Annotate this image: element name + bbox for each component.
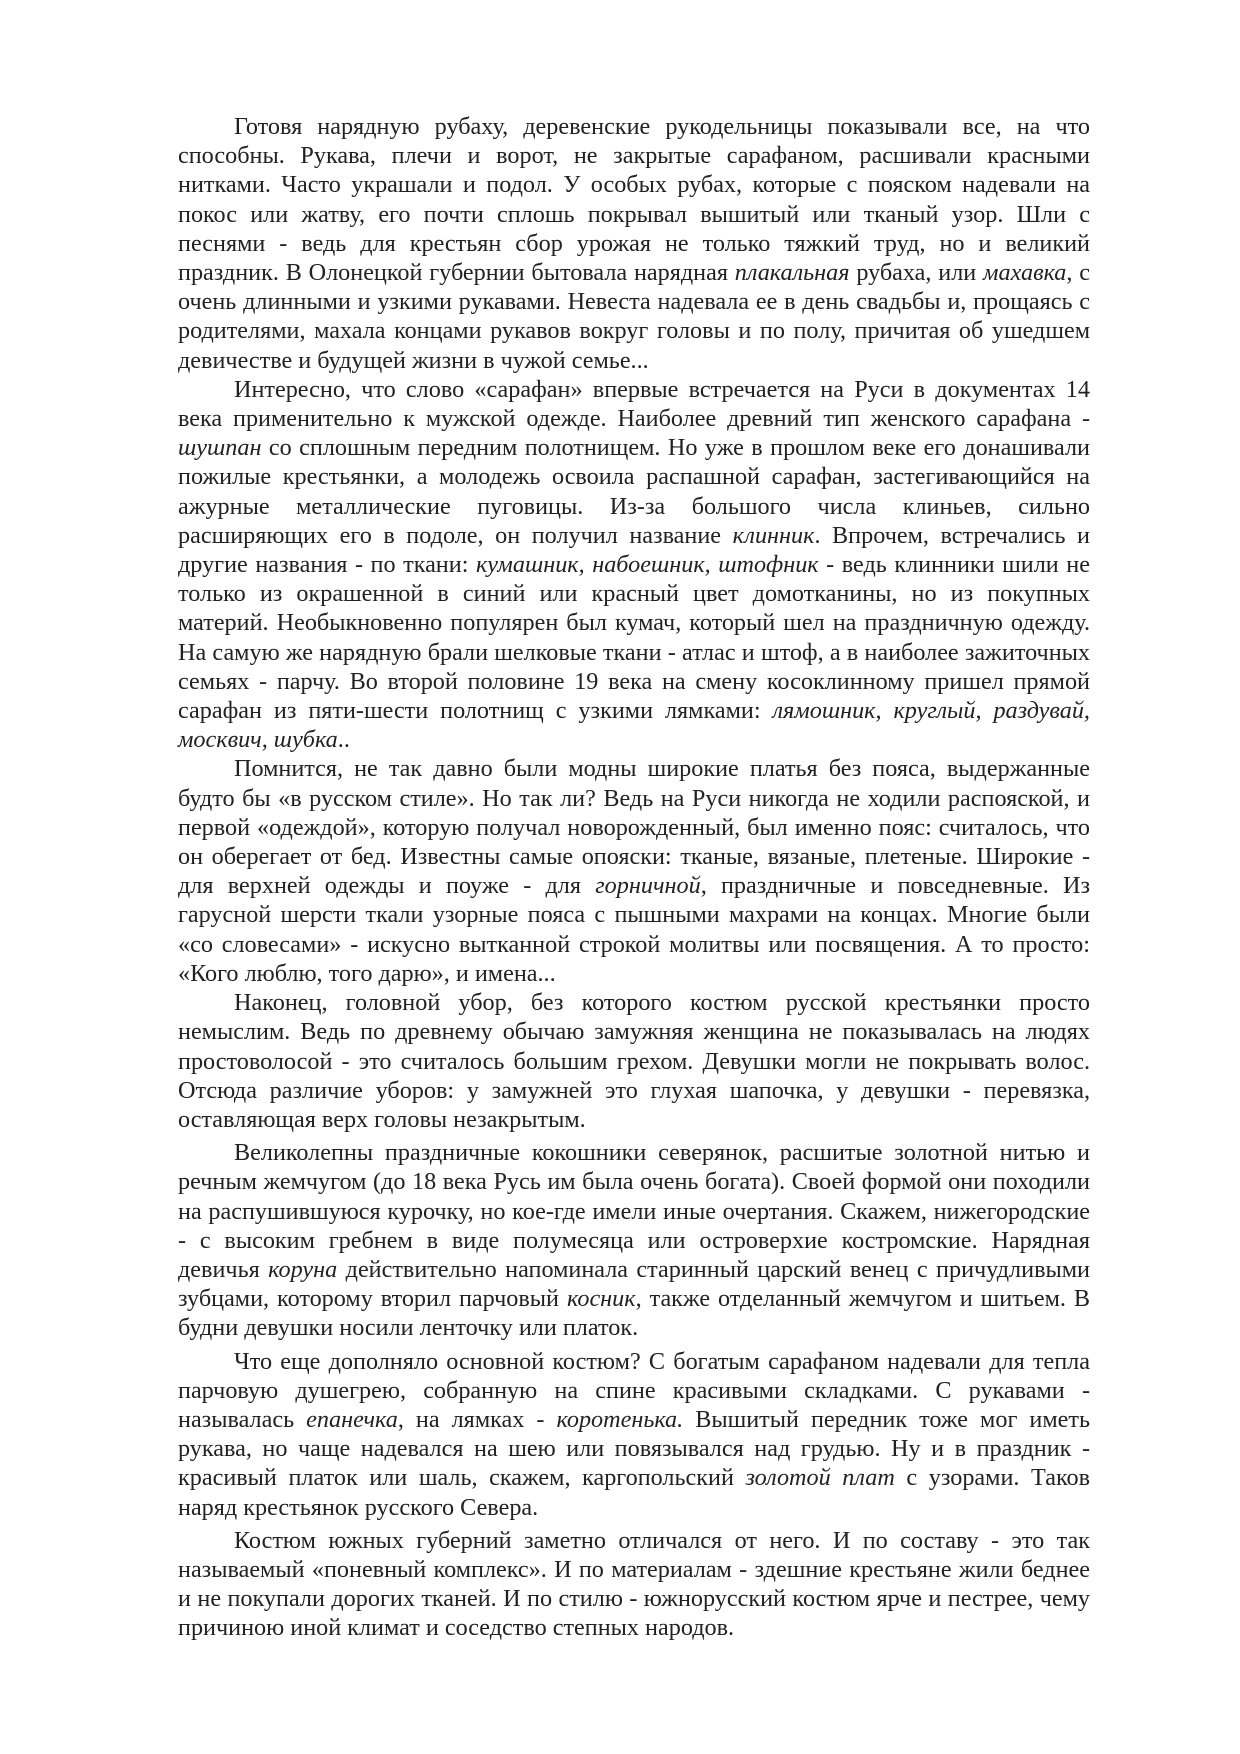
paragraph-text: Костюм южных губерний заметно отличался от него. И по составу - это так называемый «поневный комплекс». И по материалам - здешние крестьяне жили беднее и не покупали дорогих тканей. И по стилю - южнорусский костюм ярче и пестрее, чему причиною иной климат и соседство степных народов. (178, 1526, 1090, 1642)
term-shushpan: шушпан (178, 434, 262, 462)
paragraph-southern-costume (178, 1526, 1090, 1643)
paragraph-text: рубаха, или (849, 259, 984, 287)
paragraph-text: Наконец, головной убор, без которого костюм русской крестьянки просто немыслим. Ведь по древнему обычаю замужняя женщина не показывалась на людях простоволосой - это считалось большим грехом. Девушки могли не покрывать волос. Отсюда различие уборов: у замужней это глухая шапочка, у девушки - перевязка, оставляющая верх головы незакрытым. (178, 989, 1090, 1133)
paragraph-text: , с очень длинными и узкими рукавами. Невеста надевала ее в день свадьбы и, прощаясь с родителями, махала концами рукавов вокруг головы и по полу, причитая об ушедшем девичестве и будущей жизни в чужой семье... (178, 259, 1090, 374)
paragraph-text: , на лямках - (397, 1405, 557, 1433)
paragraph-text: . Впрочем, встречались и другие названия - по ткани: (178, 521, 1090, 579)
document-page (178, 112, 1090, 1643)
term-plakalnaya: плакальная (734, 259, 850, 287)
paragraph-text: , праздничные и повседневные. Из гарусной шерсти ткали узорные пояса с пышными махрами на концах. Многие были «со словесами» - искусно вытканной строкой молитвы или посвящения. А то просто: «Кого люблю, того дарю», и имена... (178, 872, 1091, 987)
paragraph-belts (178, 754, 1090, 988)
paragraph-text: с узорами. Таков наряд крестьянок русского Севера. (178, 1464, 1090, 1521)
term-kosnik: косник (566, 1285, 636, 1313)
paragraph-embroidered-shirt (178, 112, 1090, 375)
term-makhavka: махавка (983, 259, 1067, 287)
paragraph-kokoshniki (178, 1138, 1090, 1342)
paragraph-text: , также отделанный жемчугом и шитьем. В будни девушки носили ленточку или платок. (178, 1285, 1090, 1342)
term-epanechka: епанечка (306, 1405, 398, 1433)
term-fabric-names: кумашник, набоешник, штофник (475, 551, 819, 579)
paragraph-text: Что еще дополняло основной костюм? С богатым сарафаном надевали для тепла парчовую душегрею, собранную на спине красивыми складками. С рукавами - называлась (178, 1347, 1090, 1433)
paragraph-dushegreya (178, 1347, 1090, 1522)
term-sarafan-names: лямошник, круглый, раздувай, москвич, шубка (178, 697, 1090, 754)
paragraph-text: Интересно, что слово «сарафан» впервые встречается на Руси в документах 14 века применительно к мужской одежде. Наиболее древний тип женского сарафана - (178, 375, 1090, 433)
paragraph-sarafan (178, 375, 1090, 755)
paragraph-text: Вышитый передник тоже мог иметь рукава, но чаще надевался на шею или повязывался над грудью. Ну и в праздник - красивый платок или шаль, скажем, каргопольский (178, 1405, 1090, 1492)
paragraph-text: действительно напоминала старинный царский венец с причудливыми зубцами, которому вторил парчовый (178, 1255, 1090, 1313)
term-koruna: коруна (268, 1255, 338, 1283)
term-gornichnoy: горничной (595, 872, 701, 900)
paragraph-text: Готовя нарядную рубаху, деревенские рукодельницы показывали все, на что способны. Рукава, плечи и ворот, не закрытые сарафаном, расшивали красными нитками. Часто украшали и подол. У особых рубах, которые с пояском надевали на покос или жатву, его почти сплошь покрывал вышитый или тканый узор. Шли с песнями - ведь для крестьян сбор урожая не только тяжкий труд, но и великий праздник. В Олонецкой губернии бытовала нарядная (178, 113, 1090, 287)
term-klinnik: клинник (732, 521, 815, 549)
paragraph-text: со сплошным передним полотнищем. Но уже в прошлом веке его донашивали пожилые крестьянки, а молодежь освоила распашной сарафан, застегивающийся на ажурные металлические пуговицы. Из-за большого числа клиньев, сильно расширяющих его в подоле, он получил название (178, 434, 1090, 549)
paragraph-text: - ведь клинники шили не только из окрашенной в синий или красный цвет домотканины, но из покупных материй. Необыкновенно популярен был кумач, который шел на праздничную одежду. На самую же нарядную брали шелковые ткани - атлас и штоф, а в наиболее зажиточных семьях - парчу. Во второй половине 19 века на смену косоклинному пришел прямой сарафан из пяти-шести полотнищ с узкими лямками: (178, 551, 1090, 725)
paragraph-text: Помнится, не так давно были модны широкие платья без пояса, выдержанные будто бы «в русском стиле». Но так ли? Ведь на Руси никогда не ходили распояской, и первой «одеждой», которую получал новорожденный, был именно пояс: считалось, что он оберегает от бед. Известны самые опояски: тканые, вязаные, плетеные. Широкие - для верхней одежды и поуже - для (178, 755, 1090, 900)
term-zolotoy-plat: золотой плат (745, 1464, 895, 1492)
paragraph-text: .. (337, 726, 350, 754)
term-korotenka: коротенька. (556, 1405, 684, 1433)
paragraph-text: Великолепны праздничные кокошники северянок, расшитые золотной нитью и речным жемчугом (до 18 века Русь им была очень богата). Своей формой они походили на распушившуюся курочку, но кое-где имели иные очертания. Скажем, нижегородские - с высоким гребнем в виде полумесяца или островерхие костромские. Нарядная девичья (178, 1139, 1090, 1283)
paragraph-headwear (178, 988, 1090, 1134)
